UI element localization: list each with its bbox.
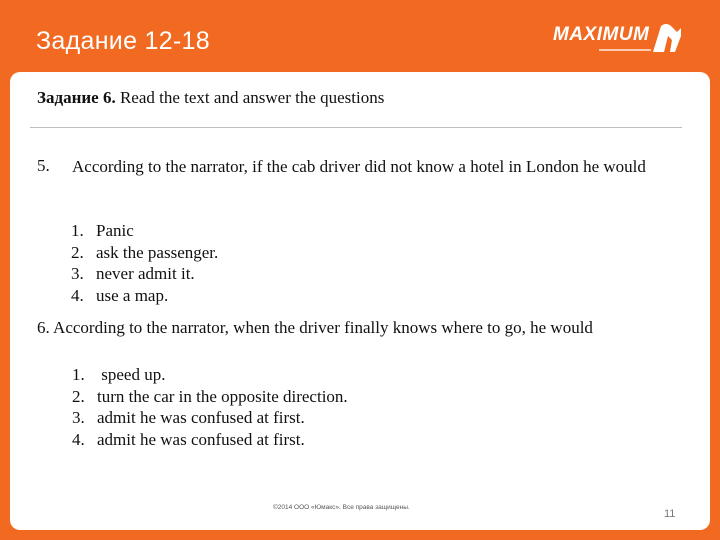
list-item	[71, 263, 218, 285]
question-5-options	[71, 220, 218, 306]
question-6-options	[72, 364, 348, 450]
slide-title: Задание 12-18	[36, 27, 210, 55]
question-6-text: 6. According to the narrator, when the driver finally knows where to go, he would	[37, 318, 593, 337]
option-text: speed up.	[97, 365, 166, 384]
option-number: 2.	[71, 242, 84, 262]
page-number: 11	[664, 508, 676, 520]
logo-tagline-line	[599, 49, 651, 51]
option-number: 1.	[71, 221, 84, 240]
option-number: 1.	[72, 365, 85, 384]
option-text: admit he was confused at first.	[97, 429, 305, 449]
slide-content	[10, 72, 710, 530]
slide-header	[0, 0, 720, 72]
question-5-text: According to the narrator, if the cab driver did not know a hotel in London he would	[72, 157, 646, 176]
option-text: use a map.	[96, 285, 169, 305]
option-text: Panic	[96, 221, 134, 240]
maximum-logo	[553, 20, 685, 60]
option-number: 3.	[71, 264, 84, 283]
question-5-number: 5.	[37, 156, 50, 175]
list-item	[72, 364, 348, 386]
list-item	[71, 242, 218, 264]
divider	[30, 127, 682, 128]
option-number: 4.	[71, 285, 84, 305]
list-item	[71, 285, 218, 307]
list-item	[71, 220, 218, 242]
option-number: 3.	[72, 408, 85, 427]
task-label: Задание 6.	[37, 88, 116, 107]
task-heading	[37, 88, 384, 108]
maximum-logo-icon	[651, 22, 683, 56]
option-text: ask the passenger.	[96, 242, 219, 262]
option-number: 2.	[72, 386, 85, 406]
logo-text: MAXIMUM	[553, 24, 650, 45]
task-instruction: Read the text and answer the questions	[119, 88, 385, 107]
option-text: turn the car in the opposite direction.	[97, 386, 348, 406]
option-number: 4.	[72, 429, 85, 449]
list-item	[72, 407, 348, 429]
list-item	[72, 386, 348, 408]
option-text: admit he was confused at first.	[97, 408, 305, 427]
footer-copyright: ©2014 ООО «Юмакс». Все права защищены.	[273, 504, 410, 511]
list-item	[72, 429, 348, 451]
option-text: never admit it.	[96, 264, 195, 283]
